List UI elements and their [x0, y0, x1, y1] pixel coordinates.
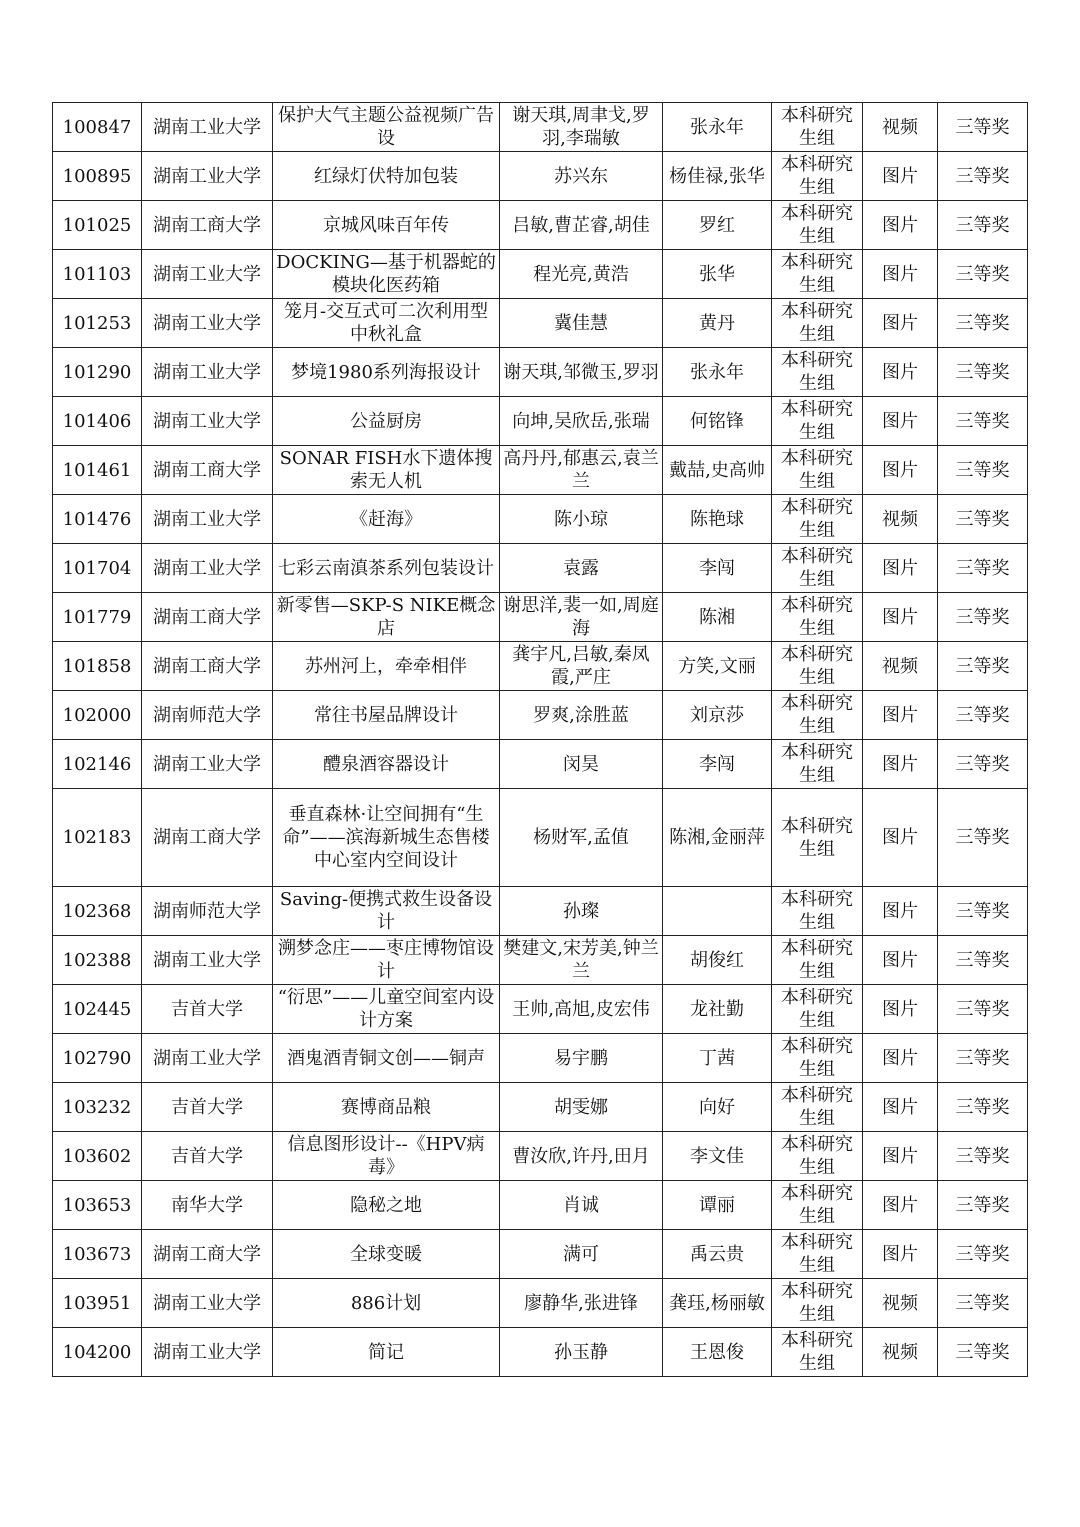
cell-group: 本科研究生组 — [772, 1181, 863, 1230]
cell-advisor — [663, 887, 772, 936]
cell-id: 102146 — [53, 740, 142, 789]
cell-title: 七彩云南滇茶系列包装设计 — [273, 544, 500, 593]
cell-group: 本科研究生组 — [772, 152, 863, 201]
cell-award: 三等奖 — [938, 103, 1028, 152]
cell-advisor: 张永年 — [663, 103, 772, 152]
cell-id: 103951 — [53, 1279, 142, 1328]
cell-type: 视频 — [863, 1328, 938, 1377]
cell-title: 信息图形设计--《HPV病毒》 — [273, 1132, 500, 1181]
cell-group: 本科研究生组 — [772, 446, 863, 495]
cell-award: 三等奖 — [938, 544, 1028, 593]
cell-type: 视频 — [863, 495, 938, 544]
cell-authors: 曹汝欣,许丹,田月 — [500, 1132, 663, 1181]
cell-title: SONAR FISH水下遗体搜索无人机 — [273, 446, 500, 495]
cell-advisor: 刘京莎 — [663, 691, 772, 740]
cell-school: 南华大学 — [142, 1181, 273, 1230]
cell-authors: 苏兴东 — [500, 152, 663, 201]
cell-award: 三等奖 — [938, 789, 1028, 887]
cell-type: 图片 — [863, 152, 938, 201]
cell-id: 101290 — [53, 348, 142, 397]
table-row — [53, 1132, 1028, 1181]
table-row — [53, 250, 1028, 299]
cell-authors: 吕敏,曹芷睿,胡佳 — [500, 201, 663, 250]
cell-school: 湖南师范大学 — [142, 887, 273, 936]
cell-group: 本科研究生组 — [772, 299, 863, 348]
cell-advisor: 胡俊红 — [663, 936, 772, 985]
cell-group: 本科研究生组 — [772, 103, 863, 152]
cell-title: 886计划 — [273, 1279, 500, 1328]
cell-advisor: 丁茜 — [663, 1034, 772, 1083]
cell-id: 102445 — [53, 985, 142, 1034]
cell-advisor: 杨佳禄,张华 — [663, 152, 772, 201]
cell-title: 保护大气主题公益视频广告设 — [273, 103, 500, 152]
cell-type: 图片 — [863, 740, 938, 789]
cell-group: 本科研究生组 — [772, 1083, 863, 1132]
cell-authors: 易宇鹏 — [500, 1034, 663, 1083]
cell-type: 视频 — [863, 103, 938, 152]
cell-advisor: 罗红 — [663, 201, 772, 250]
cell-award: 三等奖 — [938, 299, 1028, 348]
cell-title: 苏州河上，牵牵相伴 — [273, 642, 500, 691]
table-row — [53, 642, 1028, 691]
cell-award: 三等奖 — [938, 985, 1028, 1034]
table-row — [53, 495, 1028, 544]
table-row — [53, 789, 1028, 887]
cell-group: 本科研究生组 — [772, 201, 863, 250]
table-row — [53, 544, 1028, 593]
cell-type: 图片 — [863, 544, 938, 593]
cell-advisor: 何铭锋 — [663, 397, 772, 446]
cell-authors: 樊建文,宋芳美,钟兰兰 — [500, 936, 663, 985]
table-row — [53, 936, 1028, 985]
cell-id: 102183 — [53, 789, 142, 887]
cell-group: 本科研究生组 — [772, 936, 863, 985]
cell-advisor: 龚珏,杨丽敏 — [663, 1279, 772, 1328]
cell-id: 102388 — [53, 936, 142, 985]
cell-school: 湖南工业大学 — [142, 152, 273, 201]
cell-award: 三等奖 — [938, 642, 1028, 691]
cell-school: 湖南工业大学 — [142, 1328, 273, 1377]
cell-group: 本科研究生组 — [772, 789, 863, 887]
table-row — [53, 397, 1028, 446]
cell-title: 垂直森林·让空间拥有“生命”——滨海新城生态售楼中心室内空间设计 — [273, 789, 500, 887]
cell-type: 视频 — [863, 1279, 938, 1328]
cell-id: 101461 — [53, 446, 142, 495]
cell-school: 湖南工业大学 — [142, 250, 273, 299]
cell-advisor: 王恩俊 — [663, 1328, 772, 1377]
cell-advisor: 陈湘 — [663, 593, 772, 642]
cell-school: 湖南工业大学 — [142, 544, 273, 593]
cell-group: 本科研究生组 — [772, 397, 863, 446]
cell-authors: 孙璨 — [500, 887, 663, 936]
cell-award: 三等奖 — [938, 1034, 1028, 1083]
cell-id: 102368 — [53, 887, 142, 936]
cell-group: 本科研究生组 — [772, 1034, 863, 1083]
cell-school: 吉首大学 — [142, 1083, 273, 1132]
cell-id: 101103 — [53, 250, 142, 299]
table-row — [53, 299, 1028, 348]
cell-id: 101858 — [53, 642, 142, 691]
cell-award: 三等奖 — [938, 740, 1028, 789]
table-row — [53, 887, 1028, 936]
cell-title: Saving-便携式救生设备设计 — [273, 887, 500, 936]
cell-authors: 袁露 — [500, 544, 663, 593]
cell-id: 101704 — [53, 544, 142, 593]
cell-school: 湖南工业大学 — [142, 1279, 273, 1328]
cell-authors: 廖静华,张进锋 — [500, 1279, 663, 1328]
cell-type: 图片 — [863, 691, 938, 740]
cell-school: 湖南工业大学 — [142, 348, 273, 397]
cell-authors: 冀佳慧 — [500, 299, 663, 348]
cell-title: 《赶海》 — [273, 495, 500, 544]
cell-group: 本科研究生组 — [772, 348, 863, 397]
cell-advisor: 向好 — [663, 1083, 772, 1132]
cell-id: 103653 — [53, 1181, 142, 1230]
cell-award: 三等奖 — [938, 397, 1028, 446]
table-row — [53, 691, 1028, 740]
table-row — [53, 740, 1028, 789]
cell-title: 公益厨房 — [273, 397, 500, 446]
cell-advisor: 黄丹 — [663, 299, 772, 348]
table-row — [53, 348, 1028, 397]
cell-title: 溯梦念庄——枣庄博物馆设计 — [273, 936, 500, 985]
cell-title: 隐秘之地 — [273, 1181, 500, 1230]
cell-title: 笼月-交互式可二次利用型中秋礼盒 — [273, 299, 500, 348]
cell-school: 湖南工业大学 — [142, 936, 273, 985]
cell-type: 图片 — [863, 1034, 938, 1083]
cell-award: 三等奖 — [938, 495, 1028, 544]
table-row — [53, 1034, 1028, 1083]
cell-group: 本科研究生组 — [772, 1230, 863, 1279]
cell-award: 三等奖 — [938, 1328, 1028, 1377]
cell-authors: 谢天琪,邹微玉,罗羽 — [500, 348, 663, 397]
table-row — [53, 152, 1028, 201]
cell-authors: 满可 — [500, 1230, 663, 1279]
cell-group: 本科研究生组 — [772, 985, 863, 1034]
cell-school: 湖南师范大学 — [142, 691, 273, 740]
cell-advisor: 方笑,文丽 — [663, 642, 772, 691]
cell-authors: 程光亮,黄浩 — [500, 250, 663, 299]
cell-advisor: 李闯 — [663, 544, 772, 593]
cell-group: 本科研究生组 — [772, 495, 863, 544]
cell-school: 湖南工业大学 — [142, 299, 273, 348]
cell-id: 101253 — [53, 299, 142, 348]
cell-award: 三等奖 — [938, 1279, 1028, 1328]
cell-group: 本科研究生组 — [772, 544, 863, 593]
cell-authors: 陈小琼 — [500, 495, 663, 544]
cell-id: 103673 — [53, 1230, 142, 1279]
cell-authors: 孙玉静 — [500, 1328, 663, 1377]
cell-school: 湖南工业大学 — [142, 397, 273, 446]
cell-type: 图片 — [863, 397, 938, 446]
cell-advisor: 张华 — [663, 250, 772, 299]
cell-group: 本科研究生组 — [772, 691, 863, 740]
cell-award: 三等奖 — [938, 1181, 1028, 1230]
cell-school: 湖南工业大学 — [142, 103, 273, 152]
cell-award: 三等奖 — [938, 1083, 1028, 1132]
cell-type: 图片 — [863, 348, 938, 397]
cell-id: 102790 — [53, 1034, 142, 1083]
cell-title: 常往书屋品牌设计 — [273, 691, 500, 740]
cell-group: 本科研究生组 — [772, 1328, 863, 1377]
cell-group: 本科研究生组 — [772, 250, 863, 299]
cell-award: 三等奖 — [938, 250, 1028, 299]
cell-id: 103602 — [53, 1132, 142, 1181]
cell-authors: 肖诚 — [500, 1181, 663, 1230]
cell-award: 三等奖 — [938, 1132, 1028, 1181]
cell-type: 图片 — [863, 1181, 938, 1230]
cell-type: 图片 — [863, 250, 938, 299]
cell-advisor: 李闯 — [663, 740, 772, 789]
cell-school: 湖南工商大学 — [142, 593, 273, 642]
cell-advisor: 龙社勤 — [663, 985, 772, 1034]
cell-title: 京城风味百年传 — [273, 201, 500, 250]
cell-advisor: 李文佳 — [663, 1132, 772, 1181]
cell-title: 全球变暖 — [273, 1230, 500, 1279]
cell-type: 图片 — [863, 887, 938, 936]
cell-award: 三等奖 — [938, 936, 1028, 985]
table-row — [53, 985, 1028, 1034]
cell-title: 赛博商品粮 — [273, 1083, 500, 1132]
cell-group: 本科研究生组 — [772, 887, 863, 936]
table-row — [53, 1279, 1028, 1328]
cell-award: 三等奖 — [938, 593, 1028, 642]
cell-school: 湖南工商大学 — [142, 1230, 273, 1279]
cell-type: 图片 — [863, 1132, 938, 1181]
cell-authors: 谢天琪,周聿戈,罗羽,李瑞敏 — [500, 103, 663, 152]
cell-school: 湖南工业大学 — [142, 1034, 273, 1083]
cell-type: 图片 — [863, 789, 938, 887]
cell-title: 新零售—SKP-S NIKE概念店 — [273, 593, 500, 642]
cell-group: 本科研究生组 — [772, 740, 863, 789]
cell-authors: 罗爽,涂胜蓝 — [500, 691, 663, 740]
cell-advisor: 张永年 — [663, 348, 772, 397]
cell-id: 101779 — [53, 593, 142, 642]
cell-advisor: 陈艳球 — [663, 495, 772, 544]
cell-school: 湖南工商大学 — [142, 446, 273, 495]
cell-award: 三等奖 — [938, 446, 1028, 495]
cell-authors: 闵昊 — [500, 740, 663, 789]
cell-school: 吉首大学 — [142, 1132, 273, 1181]
cell-authors: 谢思洋,裴一如,周庭海 — [500, 593, 663, 642]
cell-title: 梦境1980系列海报设计 — [273, 348, 500, 397]
cell-group: 本科研究生组 — [772, 1279, 863, 1328]
table-row — [53, 1083, 1028, 1132]
awards-table-body — [53, 103, 1028, 1377]
cell-type: 图片 — [863, 299, 938, 348]
cell-group: 本科研究生组 — [772, 593, 863, 642]
cell-authors: 胡雯娜 — [500, 1083, 663, 1132]
cell-id: 101476 — [53, 495, 142, 544]
table-row — [53, 593, 1028, 642]
cell-school: 湖南工业大学 — [142, 495, 273, 544]
table-row — [53, 1328, 1028, 1377]
cell-type: 图片 — [863, 1230, 938, 1279]
cell-title: 酒鬼酒青铜文创——铜声 — [273, 1034, 500, 1083]
cell-school: 吉首大学 — [142, 985, 273, 1034]
table-row — [53, 1181, 1028, 1230]
cell-id: 101406 — [53, 397, 142, 446]
cell-authors: 杨财军,孟值 — [500, 789, 663, 887]
cell-id: 100847 — [53, 103, 142, 152]
cell-award: 三等奖 — [938, 887, 1028, 936]
cell-group: 本科研究生组 — [772, 1132, 863, 1181]
cell-id: 102000 — [53, 691, 142, 740]
cell-school: 湖南工业大学 — [142, 740, 273, 789]
cell-award: 三等奖 — [938, 691, 1028, 740]
cell-advisor: 谭丽 — [663, 1181, 772, 1230]
cell-type: 图片 — [863, 1083, 938, 1132]
cell-advisor: 禹云贵 — [663, 1230, 772, 1279]
cell-type: 图片 — [863, 985, 938, 1034]
cell-school: 湖南工商大学 — [142, 642, 273, 691]
cell-id: 103232 — [53, 1083, 142, 1132]
cell-title: 醴泉酒容器设计 — [273, 740, 500, 789]
cell-type: 图片 — [863, 201, 938, 250]
cell-award: 三等奖 — [938, 1230, 1028, 1279]
cell-school: 湖南工商大学 — [142, 789, 273, 887]
table-row — [53, 446, 1028, 495]
cell-type: 图片 — [863, 593, 938, 642]
cell-title: “衍思”——儿童空间室内设计方案 — [273, 985, 500, 1034]
cell-id: 100895 — [53, 152, 142, 201]
cell-title: DOCKING—基于机器蛇的模块化医药箱 — [273, 250, 500, 299]
cell-authors: 龚宇凡,吕敏,秦凤霞,严庄 — [500, 642, 663, 691]
cell-school: 湖南工商大学 — [142, 201, 273, 250]
cell-authors: 王帅,高旭,皮宏伟 — [500, 985, 663, 1034]
cell-award: 三等奖 — [938, 152, 1028, 201]
cell-authors: 向坤,吴欣岳,张瑞 — [500, 397, 663, 446]
cell-advisor: 戴喆,史高帅 — [663, 446, 772, 495]
table-row — [53, 1230, 1028, 1279]
cell-title: 红绿灯伏特加包装 — [273, 152, 500, 201]
awards-table — [52, 102, 1028, 1377]
cell-id: 101025 — [53, 201, 142, 250]
cell-type: 图片 — [863, 936, 938, 985]
cell-award: 三等奖 — [938, 348, 1028, 397]
cell-advisor: 陈湘,金丽萍 — [663, 789, 772, 887]
cell-group: 本科研究生组 — [772, 642, 863, 691]
cell-award: 三等奖 — [938, 201, 1028, 250]
cell-type: 图片 — [863, 446, 938, 495]
table-row — [53, 103, 1028, 152]
cell-authors: 高丹丹,郁惠云,袁兰兰 — [500, 446, 663, 495]
table-row — [53, 201, 1028, 250]
cell-id: 104200 — [53, 1328, 142, 1377]
cell-title: 简记 — [273, 1328, 500, 1377]
cell-type: 视频 — [863, 642, 938, 691]
